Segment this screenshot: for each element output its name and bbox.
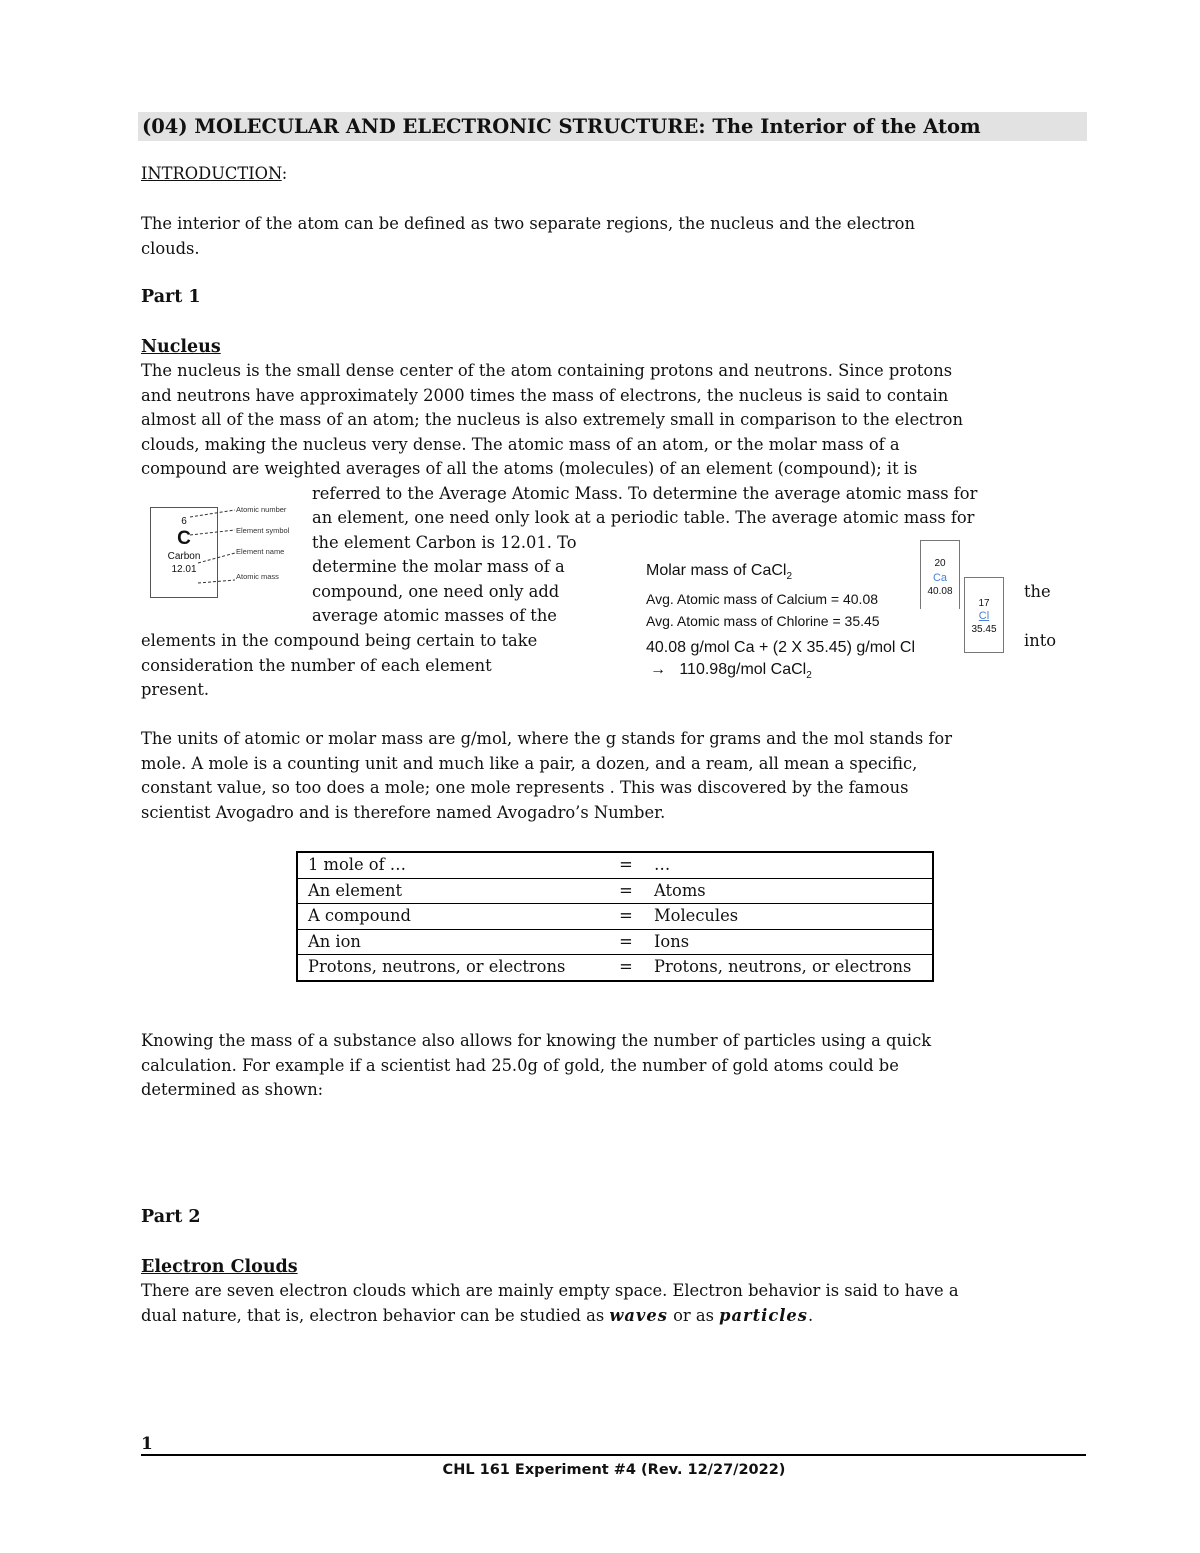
body-line: and neutrons have approximately 2000 times the mass of electrons, the nucleus is said to contain — [141, 386, 949, 405]
nucleus-heading: Nucleus — [141, 337, 221, 357]
body-line: mole. A mole is a counting unit and much like a pair, a dozen, and a ream, all mean a specific, — [141, 754, 918, 773]
mole-table — [296, 851, 934, 982]
body-line: compound are weighted averages of all the atoms (molecules) of an element (compound); it is — [141, 459, 918, 478]
body-line: Knowing the mass of a substance also allows for knowing the number of particles using a quick — [141, 1031, 932, 1050]
result-line — [650, 661, 812, 681]
text: . — [807, 1306, 814, 1325]
body-line: clouds, making the nucleus very dense. The atomic mass of an atom, or the molar mass of a — [141, 435, 900, 454]
calcium-mass-line: Avg. Atomic mass of Calcium = 40.08 — [646, 591, 879, 607]
result-text: 110.98g/mol CaCl — [679, 661, 807, 678]
intro-heading-text: INTRODUCTION — [141, 164, 282, 183]
body-line: The nucleus is the small dense center of the atom containing protons and neutrons. Since protons — [141, 361, 953, 380]
molar-title — [646, 562, 792, 582]
body-line — [141, 1306, 813, 1325]
intro-line: The interior of the atom can be defined as two separate regions, the nucleus and the electron — [141, 214, 915, 233]
table-cell: = — [608, 904, 644, 930]
table-cell: = — [608, 955, 644, 981]
body-line: average atomic masses of the — [312, 606, 557, 625]
cl-mass: 35.45 — [971, 624, 997, 635]
body-line: the element Carbon is 12.01. To — [312, 533, 577, 552]
table-cell: 1 mole of … — [297, 852, 608, 878]
table-cell: … — [644, 852, 933, 878]
table-cell: = — [608, 929, 644, 955]
atomic-number: 6 — [181, 516, 187, 527]
table-cell: An element — [297, 878, 608, 904]
element-name: Carbon — [167, 551, 201, 562]
table-cell: = — [608, 852, 644, 878]
chlorine-mass-line: Avg. Atomic mass of Chlorine = 35.45 — [646, 613, 880, 629]
cl-number: 17 — [978, 598, 990, 609]
footer-divider — [141, 1454, 1086, 1456]
label-atomic-number: Atomic number — [236, 505, 287, 514]
ca-symbol: Ca — [932, 572, 948, 584]
table-cell: Molecules — [644, 904, 933, 930]
body-line: an element, one need only look at a periodic table. The average atomic mass for — [312, 508, 975, 527]
table-row — [297, 852, 933, 878]
table-row — [297, 878, 933, 904]
subscript: 2 — [786, 571, 793, 583]
body-line: There are seven electron clouds which are mainly empty space. Electron behavior is said to have a — [141, 1281, 959, 1300]
ca-number: 20 — [934, 558, 946, 569]
part1-heading: Part 1 — [141, 287, 201, 307]
part2-heading: Part 2 — [141, 1207, 201, 1227]
table-cell: Protons, neutrons, or electrons — [644, 955, 933, 981]
table-cell: = — [608, 878, 644, 904]
body-line: consideration the number of each element — [141, 656, 492, 675]
atomic-mass: 12.01 — [171, 564, 197, 575]
ca-mass: 40.08 — [927, 586, 953, 597]
element-symbol: C — [177, 528, 191, 549]
table-cell: Ions — [644, 929, 933, 955]
body-line: constant value, so too does a mole; one mole represents . This was discovered by the famous — [141, 778, 909, 797]
body-line: elements in the compound being certain to take — [141, 631, 538, 650]
table-cell: Protons, neutrons, or electrons — [297, 955, 608, 981]
leader-arrows — [170, 505, 240, 590]
text: or as — [667, 1306, 720, 1325]
page-title: (04) MOLECULAR AND ELECTRONIC STRUCTURE: The Interior of the Atom — [138, 112, 1087, 141]
body-line: calculation. For example if a scientist had 25.0g of gold, the number of gold atoms could be — [141, 1056, 899, 1075]
label-element-symbol: Element symbol — [236, 526, 290, 535]
calculation-line: 40.08 g/mol Ca + (2 X 35.45) g/mol Cl — [646, 639, 916, 656]
table-cell: Atoms — [644, 878, 933, 904]
body-line: determined as shown: — [141, 1080, 324, 1099]
cl-symbol: Cl — [978, 610, 990, 622]
body-line: determine the molar mass of a — [312, 557, 565, 576]
arrow-icon: → — [650, 661, 666, 678]
emphasis-waves: waves — [609, 1306, 668, 1325]
body-line: The units of atomic or molar mass are g/mol, where the g stands for grams and the mol stands for — [141, 729, 953, 748]
body-word: the — [1024, 582, 1051, 601]
carbon-labels — [236, 505, 289, 581]
body-line: referred to the Average Atomic Mass. To determine the average atomic mass for — [312, 484, 978, 503]
intro-colon: : — [281, 164, 288, 183]
body-line: present. — [141, 680, 210, 699]
molar-title-text: Molar mass of CaCl — [646, 562, 787, 579]
table-row — [297, 904, 933, 930]
footer-text: CHL 161 Experiment #4 (Rev. 12/27/2022) — [442, 1462, 786, 1478]
calcium-box — [920, 540, 960, 609]
body-word: into — [1024, 631, 1057, 650]
table-cell: An ion — [297, 929, 608, 955]
intro-line: clouds. — [141, 239, 200, 258]
chlorine-box — [964, 577, 1004, 653]
body-line: scientist Avogadro and is therefore named Avogadro’s Number. — [141, 803, 666, 822]
text: dual nature, that is, electron behavior can be studied as — [141, 1306, 610, 1325]
emphasis-particles: particles — [719, 1306, 808, 1325]
table-row — [297, 929, 933, 955]
label-element-name: Element name — [236, 547, 285, 556]
body-line: compound, one need only add — [312, 582, 560, 601]
intro-heading — [141, 164, 287, 183]
body-line: almost all of the mass of an atom; the nucleus is also extremely small in comparison to the electron — [141, 410, 963, 429]
table-row — [297, 955, 933, 981]
page-number: 1 — [141, 1434, 153, 1454]
label-atomic-mass: Atomic mass — [236, 572, 279, 581]
subscript: 2 — [806, 670, 812, 682]
electron-clouds-heading: Electron Clouds — [141, 1257, 298, 1277]
table-cell: A compound — [297, 904, 608, 930]
